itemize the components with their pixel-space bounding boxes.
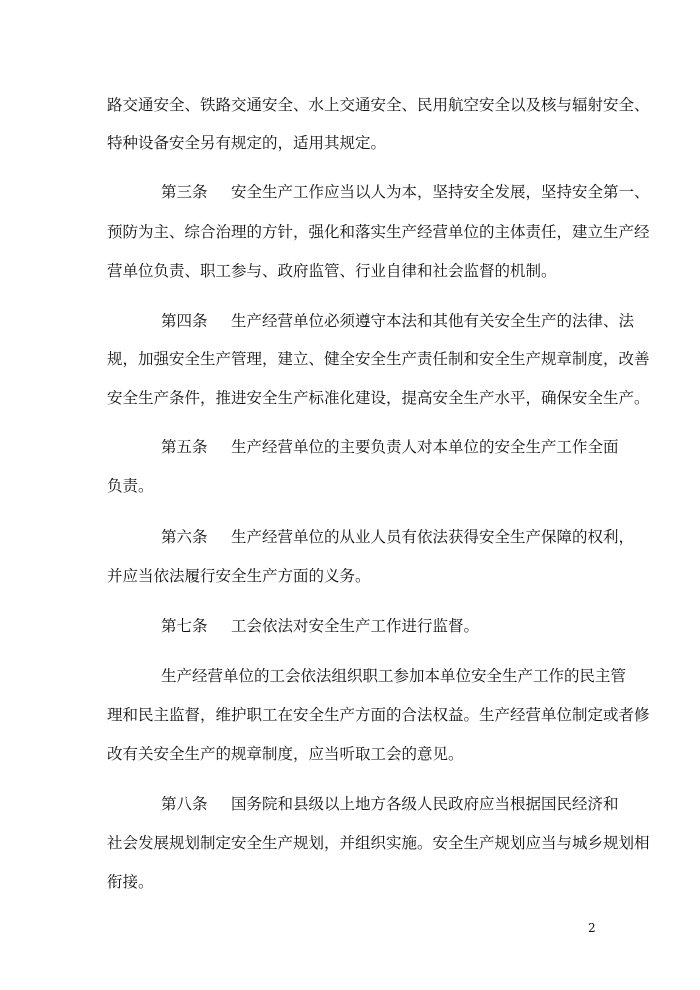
article-line	[161, 437, 619, 457]
article-number: 第七条	[161, 617, 208, 635]
line-text: 衔接。	[107, 873, 154, 891]
article-line	[161, 182, 650, 202]
line-text: 预防为主、综合治理的方针，强化和落实生产经营单位的主体责任，建立生产经	[107, 223, 650, 241]
text-line	[107, 222, 650, 242]
line-text: 改有关安全生产的规章制度，应当听取工会的意见。	[107, 745, 464, 763]
line-text: 理和民主监督，维护职工在安全生产方面的合法权益。生产经营单位制定或者修	[107, 706, 650, 724]
line-text: 负责。	[107, 477, 154, 495]
article-number: 第八条	[161, 795, 208, 813]
line-text: 生产经营单位的从业人员有依法获得安全生产保障的权利，	[231, 528, 635, 546]
article-number: 第六条	[161, 528, 208, 546]
paragraph-line	[161, 666, 626, 686]
line-text: 生产经营单位必须遵守本法和其他有关安全生产的法律、法	[231, 312, 635, 330]
article-line	[161, 527, 634, 547]
text-line	[107, 744, 464, 764]
text-line	[107, 388, 650, 408]
line-text: 社会发展规划制定安全生产规划，并组织实施。安全生产规划应当与城乡规划相	[107, 834, 650, 852]
line-text: 生产经营单位的主要负责人对本单位的安全生产工作全面	[231, 438, 619, 456]
text-line	[107, 705, 650, 725]
line-text: 特种设备安全另有规定的，适用其规定。	[107, 134, 387, 152]
line-text: 并应当依法履行安全生产方面的义务。	[107, 567, 371, 585]
text-line	[107, 261, 557, 281]
line-text: 安全生产工作应当以人为本，坚持安全发展，坚持安全第一、	[231, 183, 650, 201]
line-text: 国务院和县级以上地方各级人民政府应当根据国民经济和	[231, 795, 619, 813]
line-text: 工会依法对安全生产工作进行监督。	[231, 617, 480, 635]
article-number: 第三条	[161, 183, 208, 201]
line-text: 营单位负责、职工参与、政府监管、行业自律和社会监督的机制。	[107, 262, 557, 280]
text-line	[107, 872, 154, 892]
line-text: 生产经营单位的工会依法组织职工参加本单位安全生产工作的民主管	[161, 667, 627, 685]
article-number: 第五条	[161, 438, 208, 456]
text-line	[107, 95, 650, 115]
page-number: 2	[588, 921, 596, 935]
text-line	[107, 476, 154, 496]
text-line	[107, 133, 386, 153]
text-line	[107, 566, 371, 586]
text-line	[107, 349, 650, 369]
article-number: 第四条	[161, 312, 208, 330]
article-line	[161, 311, 634, 331]
line-text: 路交通安全、铁路交通安全、水上交通安全、民用航空安全以及核与辐射安全、	[107, 96, 650, 114]
line-text: 安全生产条件，推进安全生产标准化建设，提高安全生产水平，确保安全生产。	[107, 389, 650, 407]
article-line	[161, 616, 479, 636]
article-line	[161, 794, 619, 814]
line-text: 规，加强安全生产管理，建立、健全安全生产责任制和安全生产规章制度，改善	[107, 350, 650, 368]
text-line	[107, 833, 650, 853]
